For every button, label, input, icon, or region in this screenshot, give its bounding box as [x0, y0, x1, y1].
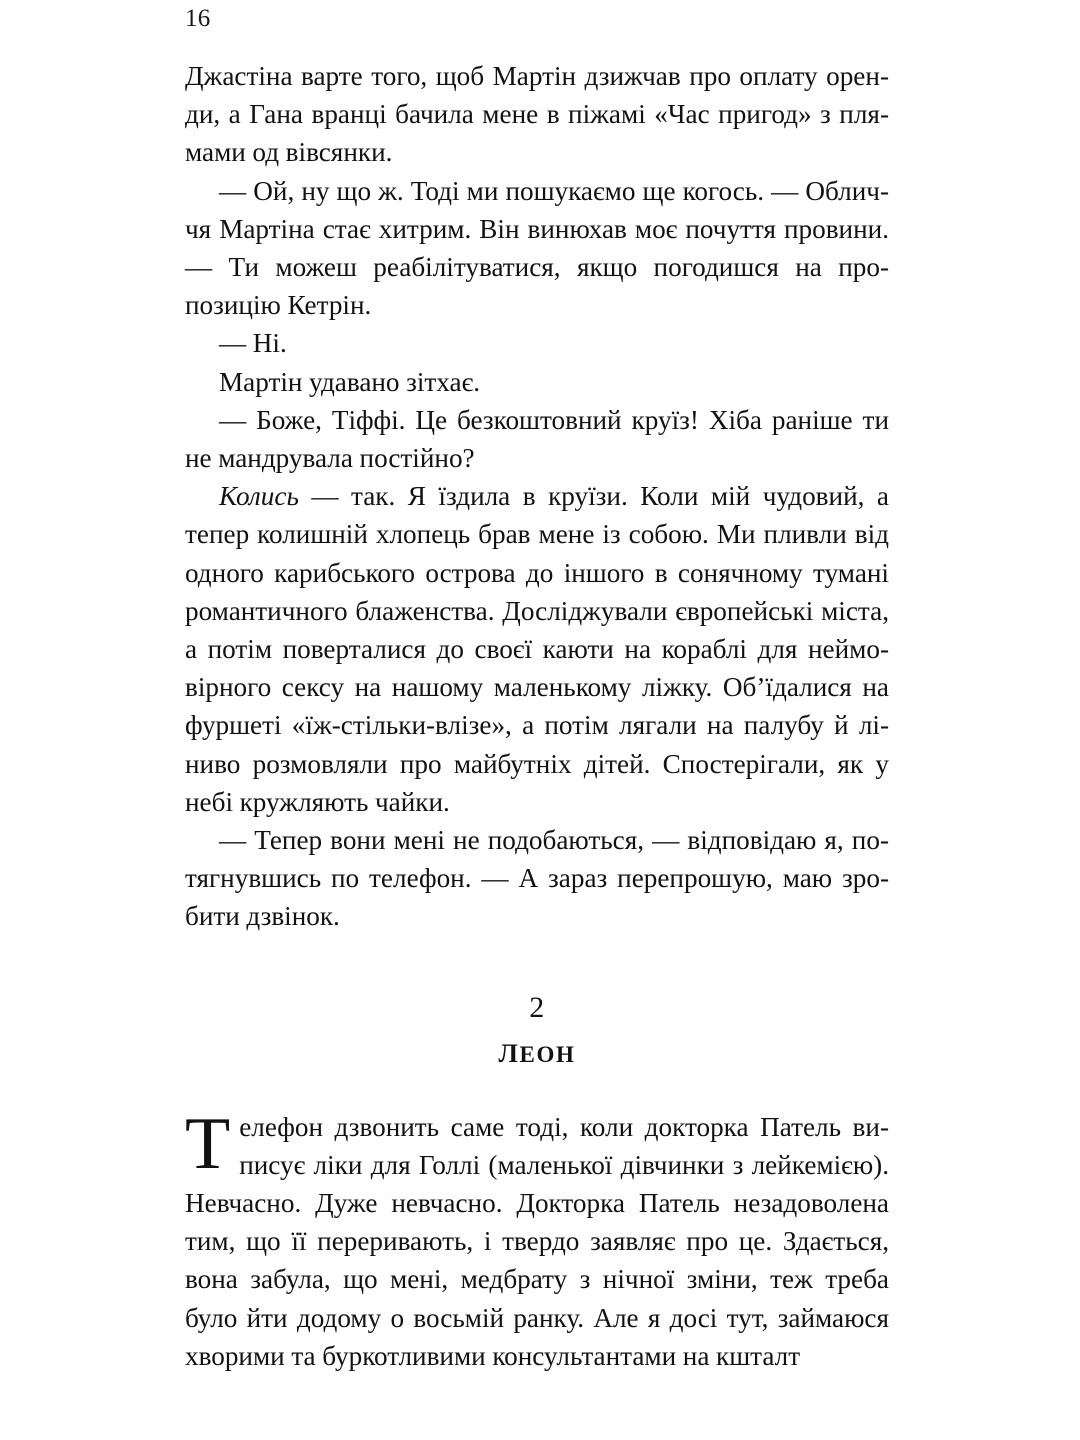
opening-paragraph-text: елефон дзвонить саме тоді, коли докторка Патель виписує ліки для Голлі (маленької дівчинки з лейкемією). Невчасно. Дуже невчасно. Докторка Патель незадоволена тим, що її переривають, і твердо заявляє про це. Здається, вона забула, що мені, медбрату з нічної зміни, теж треба було йти додому о восьмій ранку. Але я досі тут, займаюся хворими та буркотливими консультантами на кшталт	[185, 1111, 889, 1371]
page-number: 16	[185, 5, 211, 32]
paragraph-with-italic-lead	[185, 477, 889, 821]
paragraph: Джастіна варте того, щоб Мартін дзижчав про оплату оренди, а Гана вранці бачила мене в піжамі «Час пригод» з плямами од вівсянки.	[185, 61, 889, 168]
chapter-number: 2	[529, 990, 545, 1024]
chapter-title-initial: Л	[498, 1038, 520, 1068]
italic-word: Колись	[219, 481, 299, 512]
text-block	[185, 57, 889, 1375]
paragraph: — Ні.	[219, 328, 287, 359]
paragraph: — Боже, Тіффі. Це безкоштовний круїз! Хіба раніше ти не мандрувала постійно?	[185, 404, 889, 474]
chapter-title-rest: ЕОН	[519, 1041, 576, 1067]
opening-paragraph-block	[185, 1102, 889, 1375]
chapter-break	[185, 988, 889, 1070]
chapter-title	[185, 1039, 889, 1070]
paragraph: Мартін удавано зітхає.	[219, 366, 481, 397]
paragraph: — Тепер вони мені не подобаються, — відповідаю я, потягнувшись по телефон. — А зараз перепрошую, маю зробити дзвінок.	[185, 825, 889, 932]
paragraph-remainder: — так. Я їздила в круїзи. Коли мій чудовий, а тепер колишній хлопець брав мене із собою. Ми пливли від одного карибського острова до іншого в сонячному тумані романтичного блаженства. Досліджували європейські міста, а потім поверталися до своєї каюти на кораблі для неймовірного сексу на нашому маленькому ліжку. Об’їдалися на фуршеті «їж-стільки-влізе», а потім лягали на палубу й ліниво розмовляли про майбутніх дітей. Спостерігали, як у небі кружляють чайки.	[185, 481, 889, 817]
paragraph: — Ой, ну що ж. Тоді ми пошукаємо ще когось. — Обличчя Мартіна стає хитрим. Він винюхав моє почуття провини. — Ти можеш реабілітуватися, якщо погодишся на пропозицію Кетрін.	[185, 175, 889, 321]
drop-cap: Т	[185, 1102, 231, 1185]
opening-paragraph	[185, 1102, 889, 1375]
